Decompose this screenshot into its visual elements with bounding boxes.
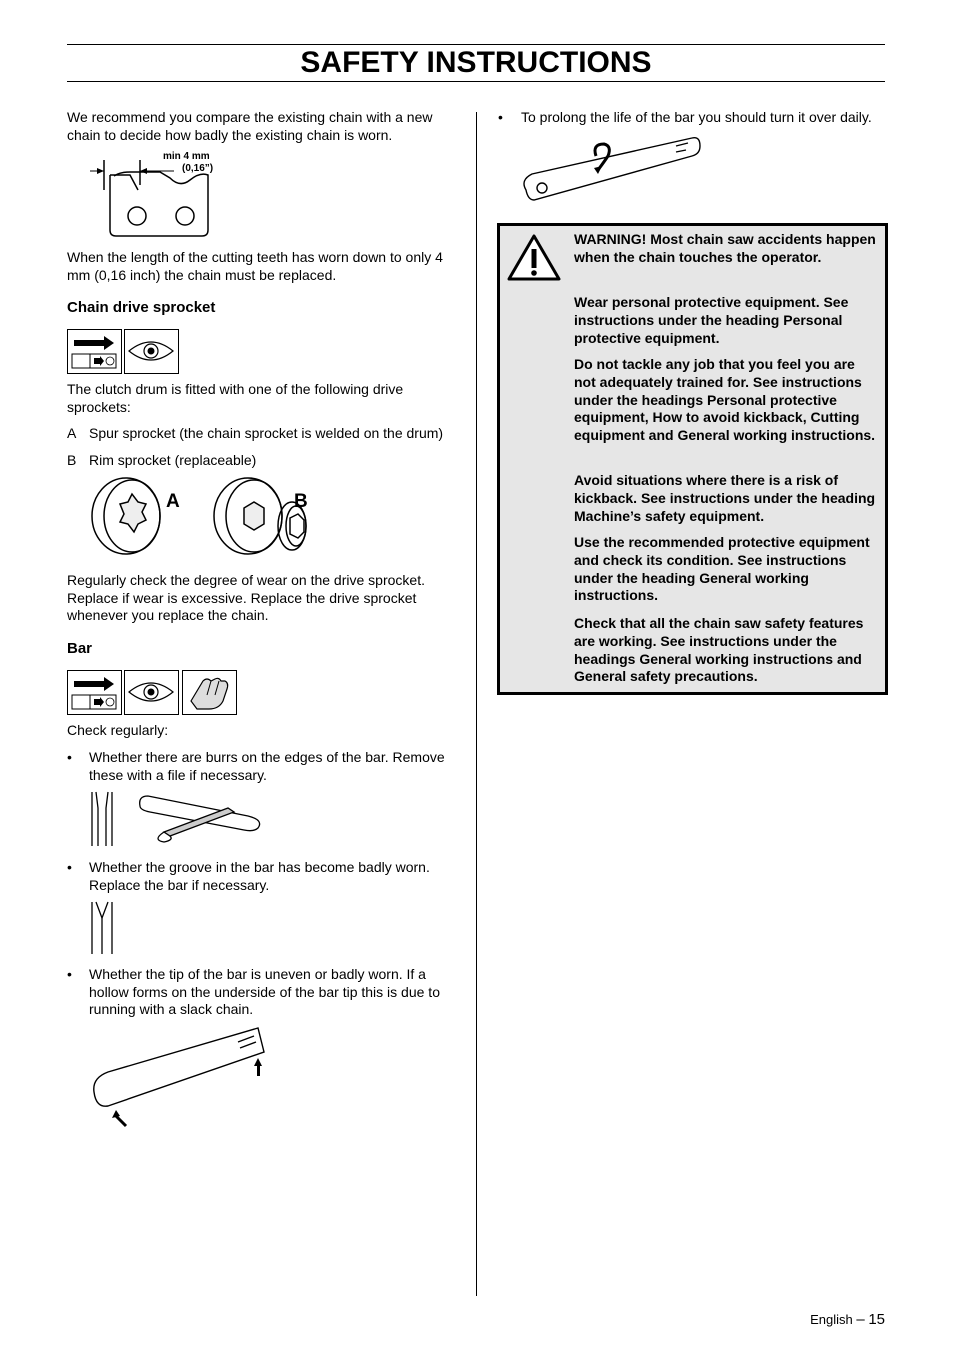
maintenance-icon — [67, 670, 122, 715]
title-rule — [67, 81, 885, 82]
figure-label-min: min 4 mm — [163, 151, 210, 162]
figure-label-a: A — [166, 491, 180, 512]
worn-paragraph: When the length of the cutting teeth has worn down to only 4 mm (0,16 inch) the chain must be replaced. — [67, 249, 443, 283]
warning-text: Avoid situations where there is a risk of kickback. See instructions under the heading Machine’s safety equipment. — [574, 472, 876, 524]
warning-triangle-icon — [506, 232, 562, 282]
page-footer — [810, 1311, 885, 1328]
bar-groove-figure — [88, 898, 118, 956]
figure-label-b: B — [294, 491, 308, 512]
figure-label-inch: (0,16”) — [182, 163, 214, 174]
sprocket-figure — [88, 474, 318, 564]
check-regularly: Check regularly: — [67, 722, 169, 738]
warning-text: Wear personal protective equipment. See instructions under the heading Personal protective equipment. — [574, 294, 849, 346]
warning-text: Do not tackle any job that you feel you are not adequately trained for. See instructions under the headings Personal protective equipment, How to avoid kickback, Cutting equipment and General working instructions. — [574, 356, 876, 444]
glove-icon — [182, 670, 237, 715]
sprocket-intro: The clutch drum is fitted with one of the following drive sprockets: — [67, 381, 404, 415]
maintenance-icon — [67, 329, 122, 374]
eye-icon — [124, 329, 179, 374]
eye-icon — [124, 670, 179, 715]
warning-text: Check that all the chain saw safety features are working. See instructions under the headings General working instructions and General safety precautions. — [574, 615, 864, 685]
page-number: 15 — [868, 1311, 885, 1328]
page-title: SAFETY INSTRUCTIONS — [300, 46, 652, 79]
bar-turn-figure — [516, 132, 706, 206]
column-separator — [476, 112, 477, 1296]
bar-tip-figure — [88, 1022, 273, 1132]
bar-file-figure — [88, 788, 268, 850]
sprocket-heading: Chain drive sprocket — [67, 299, 216, 316]
warning-box — [497, 223, 888, 695]
sprocket-check-paragraph: Regularly check the degree of wear on the drive sprocket. Replace if wear is excessive. Replace the drive sprocket whenever you replace the chain. — [67, 572, 425, 623]
footer-dash: – — [856, 1311, 865, 1328]
intro-paragraph: We recommend you compare the existing chain with a new chain to decide how badly the existing chain is worn. — [67, 109, 433, 143]
bar-heading: Bar — [67, 640, 93, 657]
footer-language: English — [810, 1312, 853, 1327]
warning-text: Use the recommended protective equipment and check its condition. See instructions under the heading General working instructions. — [574, 534, 870, 604]
warning-text: WARNING! Most chain saw accidents happen when the chain touches the operator. — [574, 231, 876, 265]
